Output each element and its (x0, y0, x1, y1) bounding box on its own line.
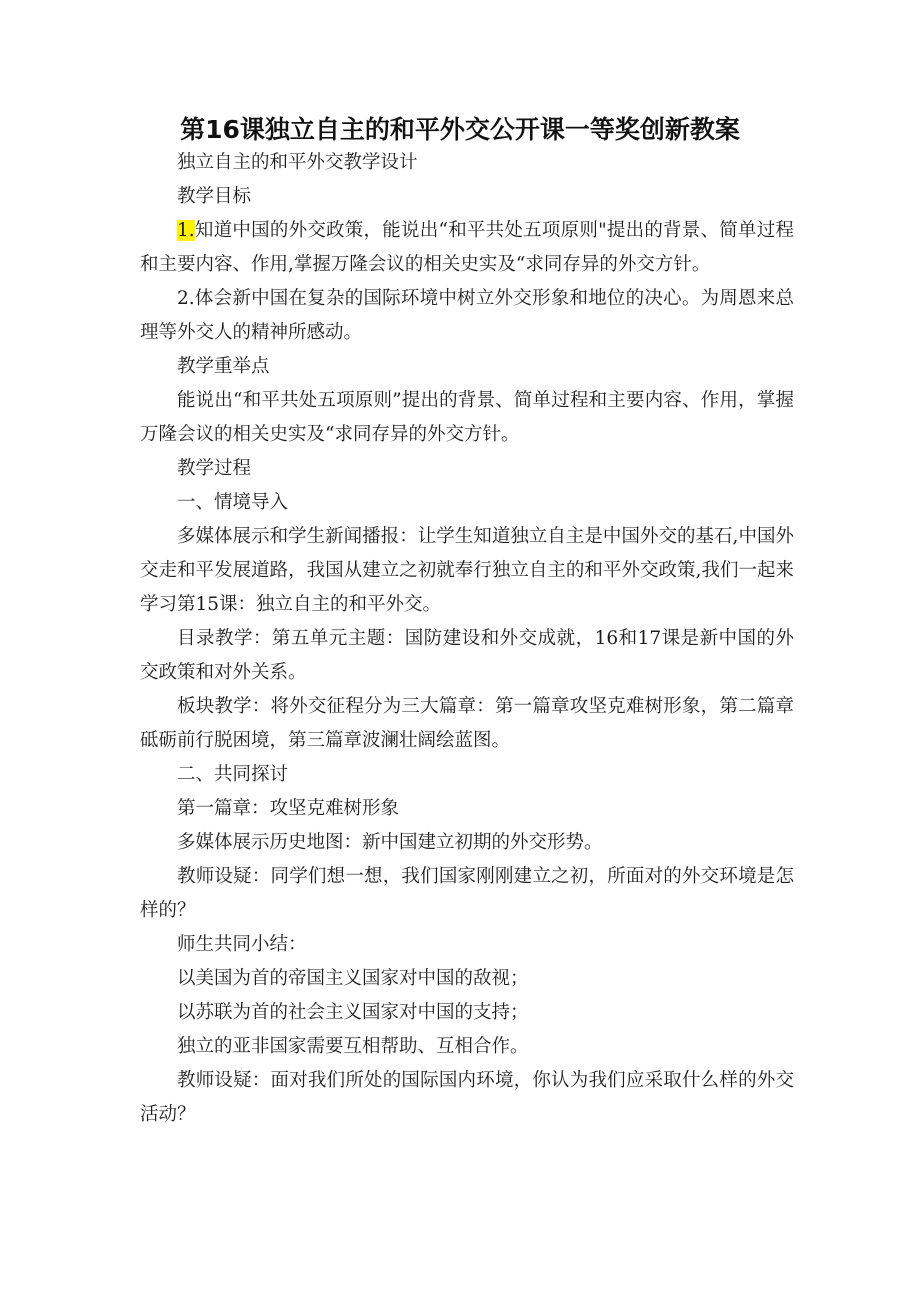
section-heading: 教学重举点 (177, 356, 270, 377)
paragraph: 能说出“和平共处五项原则”提出的背景、简单过程和主要内容、作用，掌握万隆会议的相关史实及“求同存异的外交方针。 (140, 390, 794, 445)
highlighted-marker: 1. (177, 220, 195, 241)
section-heading: 一、情境导入 (177, 492, 289, 513)
section-heading: 第一篇章：攻坚克难树形象 (177, 798, 400, 819)
paragraph: 以美国为首的帝国主义国家对中国的敌视； (177, 968, 529, 989)
paragraph: 目录教学：第五单元主题：国防建设和外交成就，16和17课是新中国的外交政策和对外关系。 (140, 628, 794, 683)
paragraph: 师生共同小结： (177, 934, 307, 955)
paragraph-text: 知道中国的外交政策，能说出“和平共处五项原则"提出的背景、简单过程和主要内容、作用,掌握万隆会议的相关史实及“求同存异的外交方针。 (140, 220, 794, 275)
section-heading: 教学过程 (177, 458, 252, 479)
section-heading: 二、共同探讨 (177, 764, 289, 785)
paragraph: 板块教学：将外交征程分为三大篇章：第一篇章攻坚克难树形象，第二篇章砥砺前行脱困境，第三篇章波澜壮阔绘蓝图。 (140, 696, 794, 751)
paragraph: 教师设疑：同学们想一想，我们国家刚刚建立之初，所面对的外交环境是怎样的？ (140, 866, 794, 921)
paragraph (140, 214, 794, 282)
paragraph: 独立的亚非国家需要互相帮助、互相合作。 (177, 1036, 529, 1057)
document-body (140, 146, 794, 1132)
section-heading: 教学目标 (177, 186, 252, 207)
paragraph: 教师设疑：面对我们所处的国际国内环境，你认为我们应采取什么样的外交活动？ (140, 1070, 794, 1125)
paragraph: 2.体会新中国在复杂的国际环境中树立外交形象和地位的决心。为周恩来总理等外交人的精神所感动。 (140, 288, 794, 343)
document-title: 第16课独立自主的和平外交公开课一等奖创新教案 (180, 115, 740, 144)
paragraph: 多媒体展示和学生新闻播报：让学生知道独立自主是中国外交的基石,中国外交走和平发展道路，我国从建立之初就奉行独立自主的和平外交政策,我们一起来学习第15课：独立自主的和平外交。 (140, 526, 794, 615)
paragraph: 以苏联为首的社会主义国家对中国的支持； (177, 1002, 529, 1023)
paragraph: 多媒体展示历史地图：新中国建立初期的外交形势。 (177, 832, 603, 853)
paragraph: 独立自主的和平外交教学设计 (177, 152, 418, 173)
